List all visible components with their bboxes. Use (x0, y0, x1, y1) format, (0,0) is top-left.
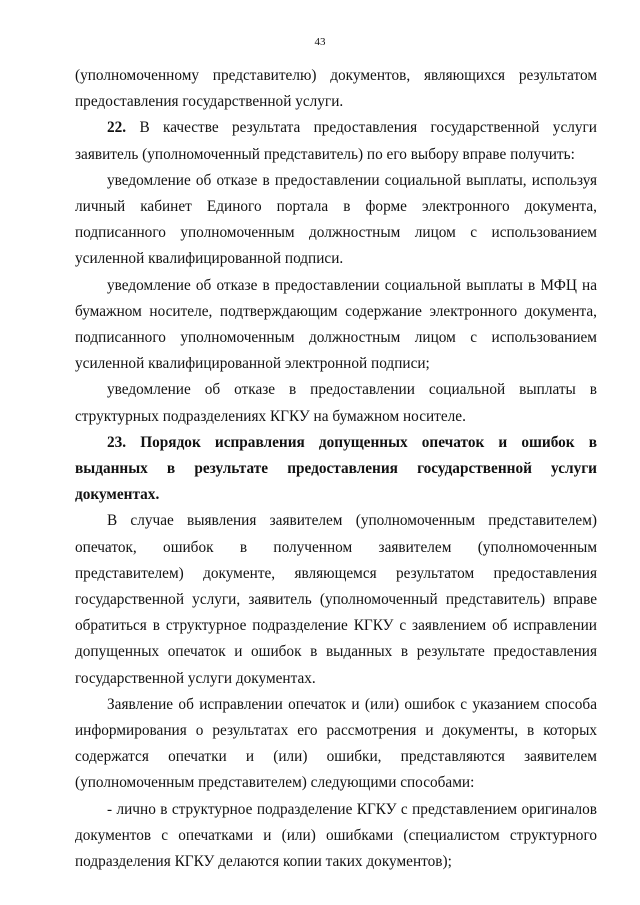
page-number: 43 (314, 36, 326, 48)
paragraph-option-portal: уведомление об отказе в предоставлении социальной выплаты, используя личный кабинет Единого портала в форме электронного документа, подписанного уполномоченным должностным лицом с использованием усиленной квалифицированной подписи. (75, 171, 597, 268)
clause-number-22: 22. (107, 119, 127, 137)
paragraph-in-person: - лично в структурное подразделение КГКУ с представлением оригиналов документов с опечатками и (или) ошибками (специалистом структурного подразделения КГКУ делаются копии таких документов); (75, 800, 597, 871)
paragraph-22 (75, 115, 597, 167)
document-body (75, 63, 597, 875)
paragraph-application: Заявление об исправлении опечаток и (или) ошибок с указанием способа информирования о результатах его рассмотрения и документы, в которых содержатся опечатки и (или) ошибки, представляются заявителем (уполномоченным представителем) следующими способами: (75, 695, 597, 792)
paragraph-errors: В случае выявления заявителем (уполномоченным представителем) опечаток, ошибок в полученном заявителем (уполномоченным представителем) документе, являющемся результатом предоставления государственной услуги, заявитель (уполномоченный представитель) вправе обратиться в структурное подразделение КГКУ с заявлением об исправлении допущенных опечаток и ошибок в выданных в результате предоставления государственной услуги документах. (75, 512, 597, 687)
paragraph-option-mfc: уведомление об отказе в предоставлении социальной выплаты в МФЦ на бумажном носителе, подтверждающим содержание электронного документа, подписанного уполномоченным должностным лицом с использованием усиленной квалифицированной электронной подписи; (75, 276, 597, 373)
paragraph-option-kgku: уведомление об отказе в предоставлении социальной выплаты в структурных подразделениях КГКУ на бумажном носителе. (75, 381, 597, 425)
section-heading-23: 23. Порядок исправления допущенных опечаток и ошибок в выданных в результате предоставления государственной услуги документах. (75, 433, 597, 504)
paragraph-continuation: (уполномоченному представителю) документов, являющихся результатом предоставления государственной услуги. (75, 67, 597, 111)
clause-22-text: В качестве результата предоставления государственной услуги заявитель (уполномоченный представитель) по его выбору вправе получить: (75, 119, 597, 163)
